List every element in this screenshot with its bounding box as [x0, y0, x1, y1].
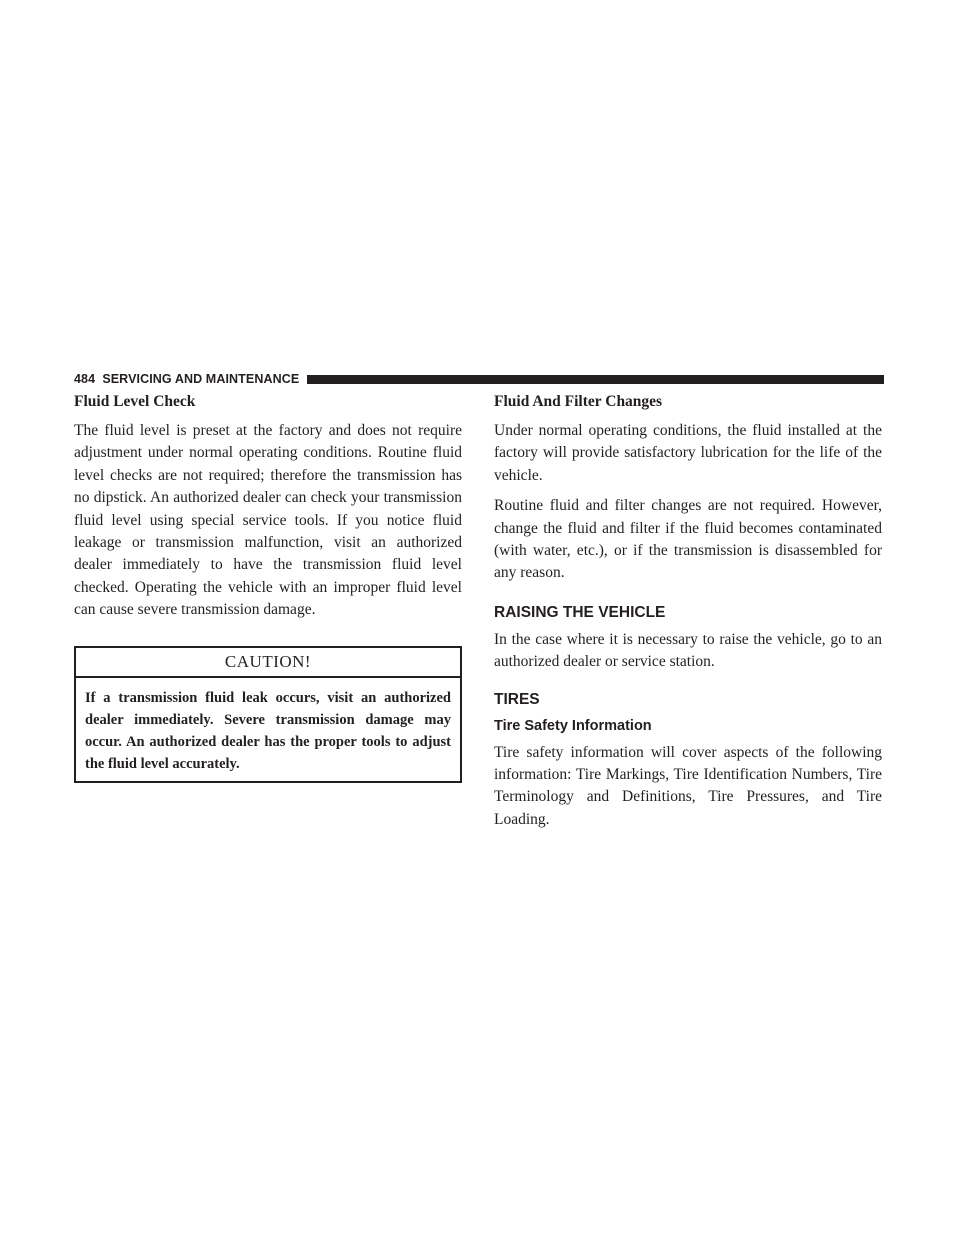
raising-vehicle-paragraph: In the case where it is necessary to raise the vehicle, go to an authorized dealer or service station.	[494, 630, 882, 671]
left-column	[74, 392, 462, 783]
header-rule	[307, 375, 884, 384]
page-header	[74, 370, 884, 388]
caution-box	[74, 646, 462, 784]
tire-safety-heading: Tire Safety Information	[494, 717, 652, 734]
header-label	[74, 372, 299, 386]
tire-safety-paragraph: Tire safety information will cover aspects of the following information: Tire Markings, Tire Identification Numbers, Tire Terminology and Definitions, Tire Pressures, and Tire Loading.	[494, 743, 882, 828]
fluid-filter-heading: Fluid And Filter Changes	[494, 393, 663, 410]
fluid-filter-paragraph-1: Under normal operating conditions, the fluid installed at the factory will provide satisfactory lubrication for the life of the vehicle.	[494, 422, 882, 484]
fluid-level-paragraph: The fluid level is preset at the factory and does not require adjustment under normal operating conditions. Routine fluid level checks are not required; therefore the transmission has no dipstick. An authorized dealer can check your transmission fluid level using special service tools. If you notice fluid leakage or transmission malfunction, visit an authorized dealer immediately to have the transmission fluid level checked. Operating the vehicle with an improper fluid level can cause severe transmission damage.	[74, 422, 462, 619]
section-title: SERVICING AND MAINTENANCE	[102, 372, 300, 386]
fluid-level-heading: Fluid Level Check	[74, 393, 196, 410]
caution-text: If a transmission fluid leak occurs, visit an authorized dealer immediately. Severe transmission damage may occur. An authorized dealer has the proper tools to adjust the fluid level accurately.	[85, 689, 451, 773]
fluid-filter-paragraph-2: Routine fluid and filter changes are not required. However, change the fluid and filter if the fluid becomes contaminated (with water, etc.), or if the transmission is disassembled for any reason.	[494, 497, 882, 582]
right-column	[494, 392, 882, 839]
tires-heading: TIRES	[494, 690, 540, 708]
raising-vehicle-heading: RAISING THE VEHICLE	[494, 603, 666, 621]
caution-title: CAUTION!	[76, 648, 460, 678]
page-number: 484	[74, 372, 96, 386]
